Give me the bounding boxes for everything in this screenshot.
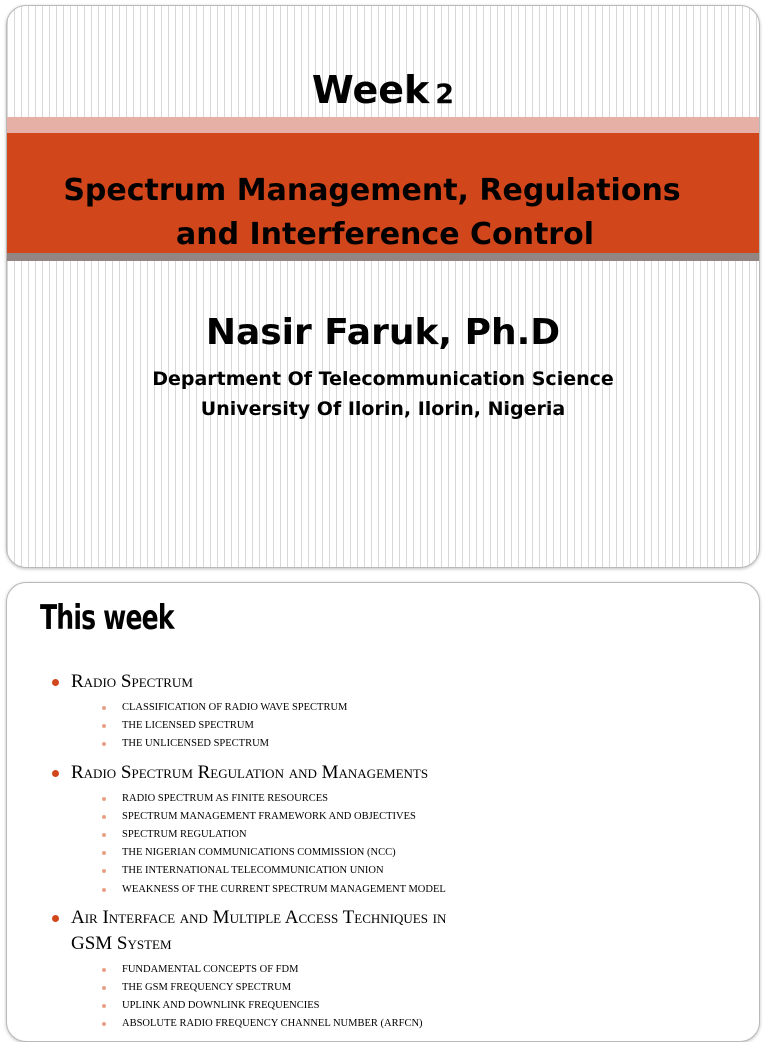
affiliation-department: Department Of Telecommunication Science [152,368,614,390]
outline-slide [6,582,760,1042]
list-item [51,997,691,1015]
list-item-text: RADIO SPECTRUM AS FINITE RESOURCES [122,792,328,804]
week-title [7,68,759,112]
list-item [51,790,691,808]
bullet-icon [102,724,106,728]
list-item-text: WEAKNESS OF THE CURRENT SPECTRUM MANAGEMENT MODEL [122,883,446,895]
bullet-icon [52,915,59,922]
sub-list [51,790,691,899]
list-item-text: THE INTERNATIONAL TELECOMMUNICATION UNION [122,865,384,877]
affiliation-university: University Of Ilorin, Ilorin, Nigeria [200,398,566,420]
course-title [7,169,759,257]
list-item [51,808,691,826]
bullet-icon [102,815,106,819]
bullet-icon [102,986,106,990]
pink-stripe [7,117,759,133]
list-item [51,844,691,862]
section-heading [51,760,691,786]
list-item-text: SPECTRUM REGULATION [122,829,247,841]
list-item [51,862,691,880]
section-radio-spectrum [51,669,691,754]
bullet-icon [102,833,106,837]
title-slide [6,5,760,568]
bullet-icon [102,1004,106,1008]
list-item [51,1015,691,1033]
list-item [51,826,691,844]
outline-list [51,669,691,1040]
bullet-icon [102,797,106,801]
list-item [51,717,691,735]
bullet-icon [102,888,106,892]
bullet-icon [102,706,106,710]
list-item-text: SPECTRUM MANAGEMENT FRAMEWORK AND OBJECTIVES [122,810,416,822]
affiliation [7,364,759,424]
course-title-line-1: Spectrum Management, Regulations [63,173,681,208]
list-item-text: FUNDAMENTAL CONCEPTS OF FDM [122,963,299,975]
list-item [51,735,691,753]
section-title: Radio Spectrum [71,671,193,692]
bullet-icon [102,1022,106,1026]
section-regulation [51,760,691,899]
section-title-line-1: Air Interface and Multiple Access Techniques in [71,906,447,928]
section-title: Radio Spectrum Regulation and Managements [71,761,429,783]
sub-list [51,961,691,1034]
bullet-icon [102,869,106,873]
week-number: 2 [435,79,455,110]
list-item-text: THE NIGERIAN COMMUNICATIONS COMMISSION (NCC) [122,847,396,859]
bullet-icon [102,742,106,746]
section-air-interface [51,905,691,1034]
list-item [51,881,691,899]
week-word: Week [311,68,430,112]
list-item-text: THE LICENSED SPECTRUM [122,720,254,732]
bullet-icon [52,679,59,686]
list-item-text: CLASSIFICATION OF RADIO WAVE SPECTRUM [122,702,348,713]
list-item [51,961,691,979]
list-item [51,979,691,997]
section-heading [51,905,691,957]
sub-list [51,699,691,754]
author-name: Nasir Faruk, Ph.D [205,312,561,353]
list-item-text: ABSOLUTE RADIO FREQUENCY CHANNEL NUMBER (ARFCN) [122,1018,423,1030]
section-heading [51,669,691,695]
course-title-line-2: and Interference Control [175,217,594,252]
list-item-text: THE UNLICENSED SPECTRUM [122,738,270,750]
bullet-icon [52,770,59,777]
bullet-icon [102,968,106,972]
outline-heading: This week [40,598,174,638]
bullet-icon [102,851,106,855]
list-item [51,699,691,717]
section-title-line-2: GSM System [71,932,172,954]
list-item-text: THE GSM FREQUENCY SPECTRUM [122,982,292,994]
list-item-text: UPLINK AND DOWNLINK FREQUENCIES [122,1000,320,1012]
